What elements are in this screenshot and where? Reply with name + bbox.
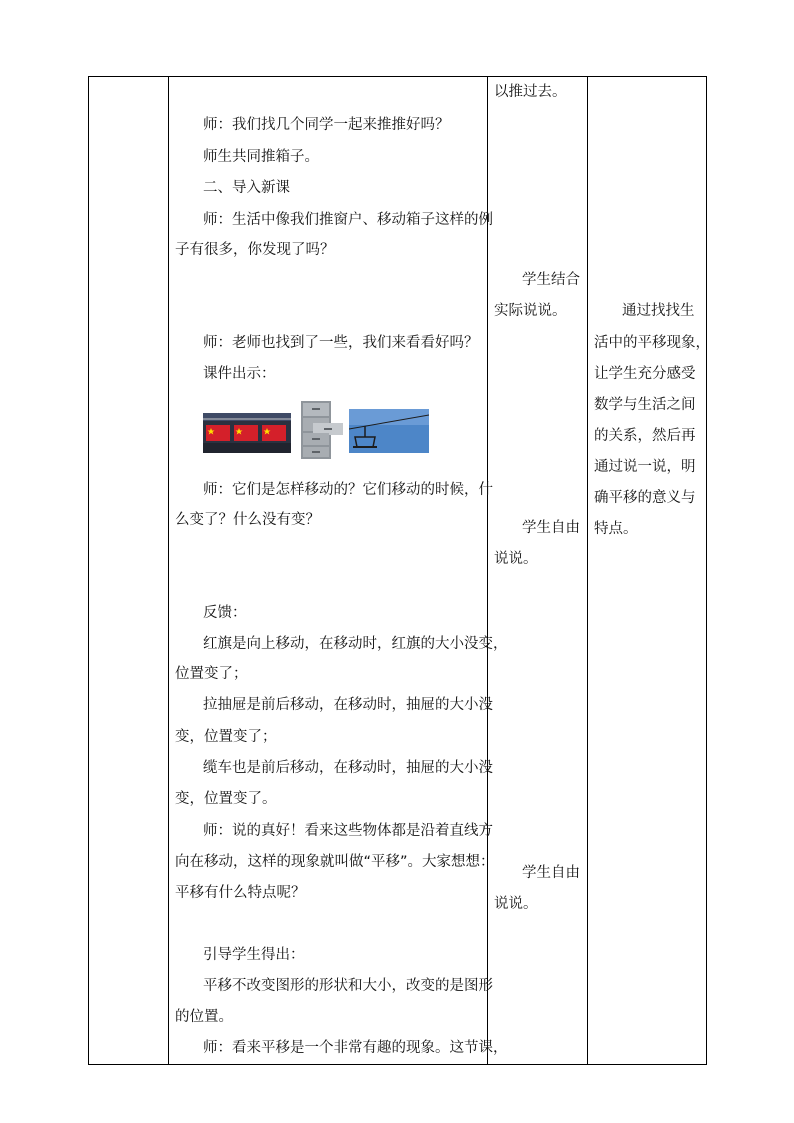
intent-line: 活中的平移现象， [594,335,710,351]
main-line: 师：我们找几个同学一起来推推好吗？ [203,117,450,133]
intent-line: 通过找找生 [622,303,695,319]
column-intent [588,77,710,1064]
section-heading: 二、导入新课 [203,180,290,196]
student-line: 学生结合 [522,272,580,288]
main-line: 子有很多，你发现了吗？ [175,242,335,258]
intent-line: 通过说一说，明 [594,459,696,475]
main-line: 向在移动，这样的现象就叫做“平移”。大家想想： [175,854,495,870]
main-line: 师：老师也找到了一些，我们来看看好吗？ [203,335,479,351]
main-line: 平移有什么特点呢？ [175,885,306,901]
column-main [169,77,508,1064]
intent-line: 特点。 [594,521,638,537]
main-line: 师生共同推箱子。 [203,149,319,165]
main-line: 师：说的真好！看来这些物体都是沿着直线方 [203,823,493,839]
main-line: 位置变了； [175,666,248,682]
student-line: 学生自由 [522,520,580,536]
main-line: 么变了？什么没有变？ [175,512,320,528]
main-line: 师：生活中像我们推窗户、移动箱子这样的例 [203,212,493,228]
main-line: 红旗是向上移动，在移动时，红旗的大小没变， [203,636,508,652]
main-line: 的位置。 [175,1009,233,1025]
cable-car-image [349,409,429,453]
main-line: 引导学生得出： [203,947,305,963]
main-line: 平移不改变图形的形状和大小，改变的是图形 [203,978,493,994]
student-line: 说说。 [494,551,538,567]
flags-image [203,413,291,453]
main-line: 师：看来平移是一个非常有趣的现象。这节课， [203,1040,508,1056]
student-line: 以推过去。 [494,84,567,100]
intent-line: 确平移的意义与 [594,490,696,506]
main-line: 拉抽屉是前后移动，在移动时，抽屉的大小没 [203,697,493,713]
student-line: 学生自由 [522,865,580,881]
intent-line: 的关系，然后再 [594,428,696,444]
main-line: 变，位置变了。 [175,791,277,807]
student-line: 说说。 [494,896,538,912]
column-student [488,77,587,1064]
main-line: 课件出示： [203,366,276,382]
student-line: 实际说说。 [494,303,567,319]
main-line: 缆车也是前后移动，在移动时，抽屉的大小没 [203,760,493,776]
lesson-table [88,76,710,1065]
courseware-images [203,399,443,459]
column-empty [89,77,168,1064]
intent-line: 数学与生活之间 [594,397,696,413]
main-line: 师：它们是怎样移动的？它们移动的时候，什 [203,482,493,498]
main-line: 变，位置变了； [175,729,277,745]
main-line: 反馈： [203,605,247,621]
filing-cabinet-image [295,399,345,461]
intent-line: 让学生充分感受 [594,366,696,382]
